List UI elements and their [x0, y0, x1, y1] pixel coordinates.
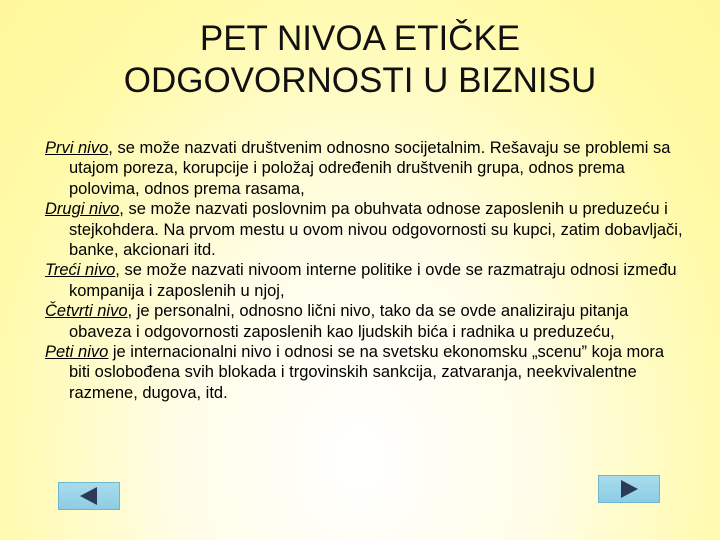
slide-body — [45, 138, 685, 403]
level-term-5: Peti nivo — [45, 343, 109, 362]
slide-title — [40, 18, 680, 102]
level-text-5: je internacionalni nivo i odnosi se na svetsku ekonomsku „scenu” koja mora biti oslobođena svih blokada i trgovinskih sankcija, zatvaranja, neekvivalentne razmene, dugova, itd. — [69, 343, 665, 402]
level-paragraph-5 — [45, 342, 685, 403]
slide-title-line-2: ODGOVORNOSTI U BIZNISU — [123, 61, 597, 100]
level-term-2: Drugi nivo — [45, 200, 120, 219]
triangle-left-icon — [59, 483, 119, 509]
previous-slide-button[interactable] — [58, 482, 120, 510]
level-text-1: , se može nazvati društvenim odnosno socijetalnim. Rešavaju se problemi sa utajom poreza, korupcije i položaj određenih društvenih grupa, odnos prema polovima, odnos prema rasama, — [69, 139, 671, 198]
slide-title-line-1: PET NIVOA ETIČKE — [199, 19, 521, 58]
level-text-3: , se može nazvati nivoom interne politike i ovde se razmatraju odnosi između kompanija i zaposlenih u njoj, — [69, 261, 677, 300]
level-term-3: Treći nivo — [45, 261, 116, 280]
triangle-right-icon — [599, 476, 659, 502]
level-term-4: Četvrti nivo — [45, 302, 128, 321]
level-paragraph-4 — [45, 301, 685, 342]
level-text-2: , se može nazvati poslovnim pa obuhvata odnose zaposlenih u preduzeću i stejkohdera. Na prvom mestu u ovom nivou odgovornosti su kupci, zatim dobavljači, banke, akcionari itd. — [69, 200, 683, 260]
next-slide-button[interactable] — [598, 475, 660, 503]
level-paragraph-2 — [45, 199, 685, 260]
level-paragraph-1 — [45, 138, 685, 199]
level-text-4: , je personalni, odnosno lični nivo, tako da se ovde analiziraju pitanja obaveza i odgovornosti zaposlenih kao ljudskih bića i radnika u preduzeću, — [69, 302, 629, 341]
level-term-1: Prvi nivo — [45, 139, 109, 157]
level-paragraph-3 — [45, 260, 685, 301]
